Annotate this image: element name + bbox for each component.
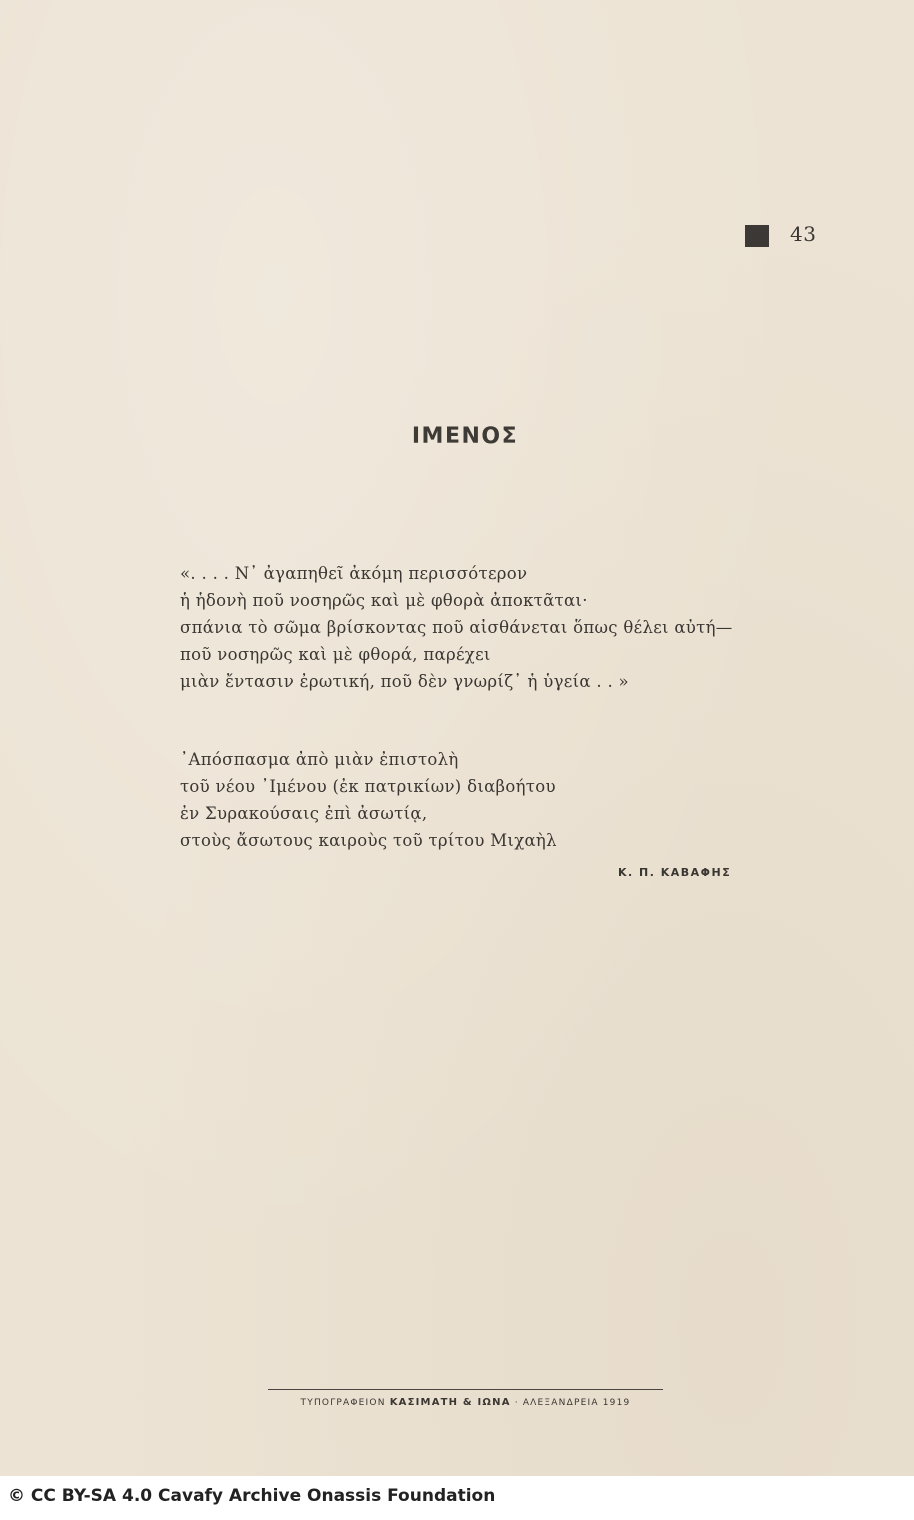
- poem-note-stanza: [180, 746, 557, 854]
- poem-line: τοῦ νέου ᾿Ιμένου (ἐκ πατρικίων) διαβοήτου: [180, 777, 556, 796]
- imprint-press: ΚΑΣΙΜΑΤΗ & ΙΩΝΑ: [389, 1397, 511, 1408]
- poem-line: ποῦ νοσηρῶς καὶ μὲ φθορά, παρέχει: [180, 645, 491, 664]
- poem-quote-stanza: [180, 560, 733, 695]
- license-credit: © CC BY-SA 4.0 Cavafy Archive Onassis Foundation: [8, 1486, 496, 1506]
- poem-line: ἐν Συρακούσαις ἐπὶ ἀσωτίᾳ,: [180, 804, 428, 823]
- imprint-prefix: ΤΥΠΟΓΡΑΦΕΙΟΝ: [300, 1398, 386, 1408]
- poem-line: μιὰν ἔντασιν ἐρωτική, ποῦ δὲν γνωρίζ᾿ ἡ ὑγεία . . »: [180, 672, 629, 691]
- poem-line: σπάνια τὸ σῶμα βρίσκοντας ποῦ αἰσθάνεται ὅπως θέλει αὐτή—: [180, 618, 733, 637]
- page-marker-block: [745, 225, 769, 247]
- author-signature: Κ. Π. ΚΑΒΑΦΗΣ: [618, 866, 732, 879]
- poem-line: ἡ ἡδονὴ ποῦ νοσηρῶς καὶ μὲ φθορὰ ἀποκτᾶται·: [180, 591, 588, 610]
- poem-title: ΙΜΕΝΟΣ: [411, 424, 519, 449]
- poem-line: στοὺς ἄσωτους καιροὺς τοῦ τρίτου Μιχαὴλ: [180, 831, 557, 850]
- poem-line: ᾿Απόσπασμα ἀπὸ μιὰν ἐπιστολὴ: [180, 750, 459, 769]
- page-number: 43: [790, 222, 817, 246]
- imprint-suffix: · ΑΛΕΞΑΝΔΡΕΙΑ 1919: [514, 1398, 631, 1408]
- imprint-divider: [268, 1389, 663, 1390]
- printer-imprint: [268, 1397, 663, 1408]
- poem-line: «. . . . Ν᾿ ἀγαπηθεῖ ἀκόμη περισσότερον: [180, 564, 528, 583]
